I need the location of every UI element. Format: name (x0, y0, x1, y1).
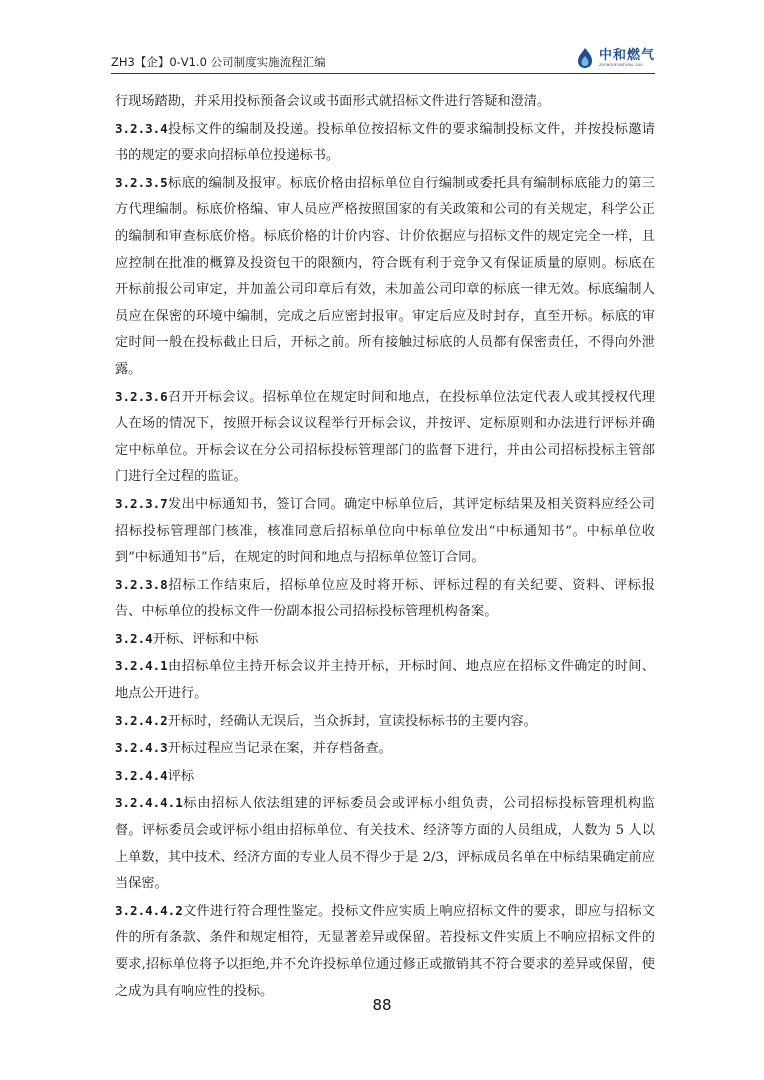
paragraph (115, 170, 655, 384)
document-body (115, 88, 655, 1005)
clause-number: 3.2.4.2 (115, 712, 168, 728)
clause-number: 3.2.3.7 (115, 495, 168, 511)
clause-number: 3.2.3.8 (115, 576, 168, 592)
company-logo (575, 46, 655, 70)
clause-text: 开标时，经确认无误后，当众拆封，宣读投标标书的主要内容。 (167, 713, 537, 729)
paragraph (115, 572, 655, 626)
clause-text: 招标工作结束后，招标单位应及时将开标、评标过程的有关纪要、资料、评标报告、中标单位的投标文件一份副本报公司招标投标管理机构备案。 (115, 577, 655, 620)
clause-text: 行现场踏勘，并采用投标预备会议或书面形式就招标文件进行答疑和澄清。 (115, 94, 551, 109)
paragraph (115, 708, 655, 736)
clause-text: 开标、评标和中标 (152, 631, 259, 647)
logo-wordmark (599, 49, 655, 68)
clause-number: 3.2.4.4.1 (115, 795, 183, 811)
header-doc-title: ZH3【企】0-V1.0 公司制度实施流程汇编 (111, 55, 326, 69)
clause-text: 发出中标通知书，签订合同。确定中标单位后，其评定标结果及相关资料应经公司招标投标管理部门核准，核准同意后招标单位向中标单位发出“中标通知书”。中标单位收到“中标通知书”后，在规定的时间和地点与招标单位签订合同。 (115, 496, 655, 566)
clause-number: 3.2.4.3 (115, 740, 168, 756)
page-header (111, 46, 655, 72)
paragraph (115, 790, 655, 897)
clause-text: 召开开标会议。招标单位在规定时间和地点，在投标单位法定代表人或其授权代理人在场的情况下，按照开标会议议程举行开标会议，并按评、定标原则和办法进行评标并确定中标单位。开标会议在分公司招标投标管理部门的监督下进行，并由公司招标投标主管部门进行全过程的监证。 (115, 389, 655, 485)
paragraph (115, 88, 655, 116)
clause-number: 3.2.3.6 (115, 388, 168, 404)
clause-text: 文件进行符合理性鉴定。投标文件应实质上响应招标文件的要求，即应与招标文件的所有条款、条件和规定相符，无显著差异或保留。若投标文件实质上不响应招标文件的要求,招标单位将予以拒绝,并不允许投标单位通过修正或撤销其不符合要求的差异或保留，使之成为具有响应性的投标。 (115, 903, 655, 999)
clause-number: 3.2.3.5 (115, 174, 168, 190)
clause-text: 标底的编制及报审。标底价格由招标单位自行编制或委托具有编制标底能力的第三方代理编制。标底价格编、审人员应严格按照国家的有关政策和公司的有关规定，科学公正的编制和审查标底价格。标底价格的计价内容、计价依据应与招标文件的规定完全一样，且应控制在批准的概算及投资包干的限额内，符合既有利于竞争又有保证质量的原则。标底在开标前报公司审定，并加盖公司印章后有效，未加盖公司印章的标底一律无效。标底编制人员应在保密的环境中编制，完成之后应密封报审。审定后应及时封存，直至开标。标底的审定时间一般在投标截止日后，开标之前。所有接触过标底的人员都有保密责任，不得向外泄露。 (115, 175, 655, 377)
paragraph (115, 653, 655, 707)
clause-number: 3.2.4.4 (115, 767, 168, 783)
logo-name: 中和燃气 (598, 47, 655, 63)
clause-number: 3.2.4.1 (115, 658, 168, 674)
clause-text: 开标过程应当记录在案，并存档备查。 (167, 741, 392, 757)
paragraph (115, 384, 655, 491)
paragraph (115, 898, 655, 1005)
clause-text: 由招标单位主持开标会议并主持开标，开标时间、地点应在招标文件确定的时间、地点公开进行。 (115, 659, 655, 702)
section-heading (115, 626, 655, 654)
clause-number: 3.2.3.4 (115, 120, 168, 136)
page-number: 88 (372, 996, 392, 1014)
clause-number: 3.2.4.4.2 (115, 902, 183, 918)
paragraph (115, 116, 655, 170)
clause-text: 投标文件的编制及投递。投标单位按招标文件的要求编制投标文件，并按投标邀请书的规定的要求向招标单位投递标书。 (115, 121, 655, 164)
section-heading (115, 763, 655, 791)
header-divider (111, 73, 655, 74)
paragraph (115, 735, 655, 763)
clause-text: 标由招标人依法组建的评标委员会或评标小组负责，公司招标投标管理机构监督。评标委员会或评标小组由招标单位、有关技术、经济等方面的人员组成，人数为 5 人以上单数，其中技术、经济方面的专业人员不得少于是 2/3，评标成员名单在中标结果确定前应当保密。 (115, 796, 655, 892)
paragraph (115, 491, 655, 572)
logo-subtitle: ZHONGHE NATURAL GAS (598, 62, 643, 67)
clause-number: 3.2.4 (115, 630, 153, 646)
clause-text: 评标 (167, 768, 195, 784)
flame-logo-icon (575, 47, 595, 69)
